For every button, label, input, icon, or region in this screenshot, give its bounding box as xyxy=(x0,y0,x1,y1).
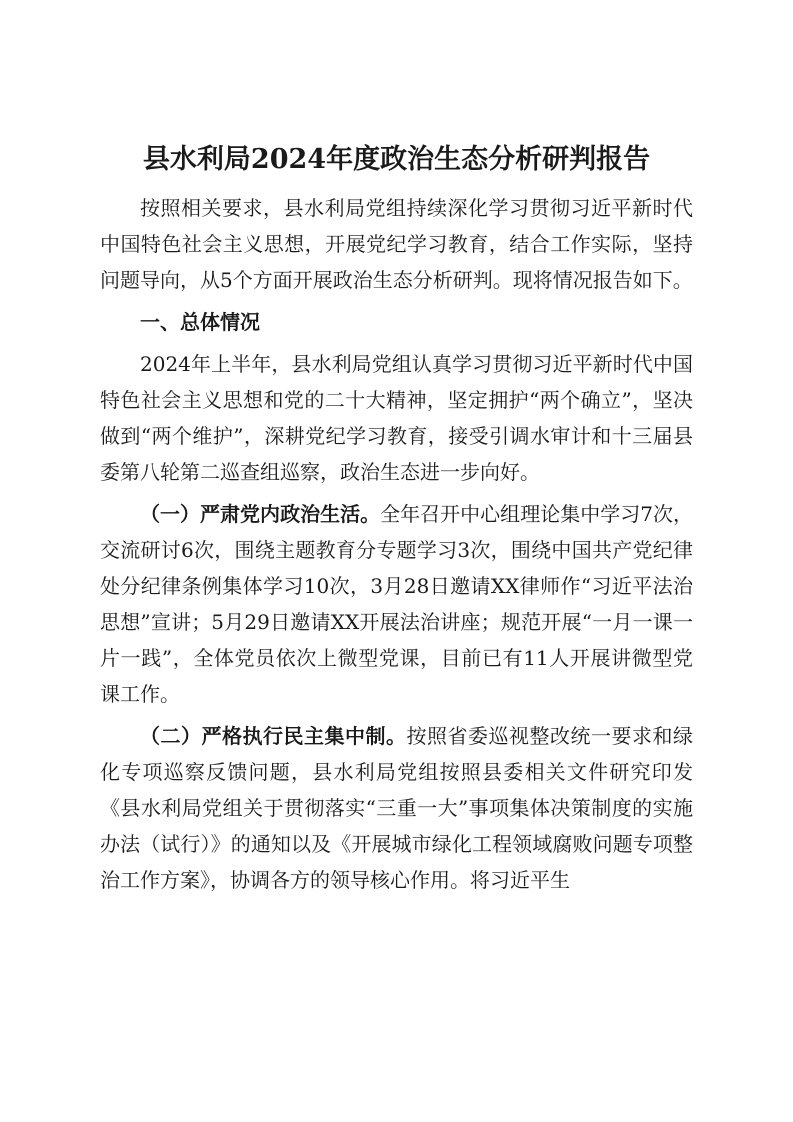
item-paragraph-democratic-centralism xyxy=(100,718,693,898)
overall-paragraph: 2024年上半年，县水利局党组认真学习贯彻习近平新时代中国特色社会主义思想和党的二十大精神，坚定拥护“两个确立”，坚决做到“两个维护”，深耕党纪学习教育，接受引调水审计和十三届县委第八轮第二巡查组巡察，政治生态进一步向好。 xyxy=(100,352,693,484)
item-paragraph-political-life xyxy=(100,496,693,712)
document-title: 县水利局2024年度政治生态分析研判报告 xyxy=(142,144,651,175)
item-body-democratic-centralism: 按照省委巡视整改统一要求和绿化专项巡察反馈问题，县水利局党组按照县委相关文件研究印发《县水利局党组关于贯彻落实“三重一大”事项集体决策制度的实施办法（试行）》的通知以及《开展城市绿化工程领域腐败问题专项整治工作方案》，协调各方的领导核心作用。将习近平生 xyxy=(100,724,693,892)
intro-paragraph: 按照相关要求，县水利局党组持续深化学习贯彻习近平新时代中国特色社会主义思想，开展党纪学习教育，结合工作实际，坚持问题导向，从5个方面开展政治生态分析研判。现将情况报告如下。 xyxy=(100,196,693,292)
section-heading-overall: 一、总体情况 xyxy=(140,310,260,334)
item-lead-political-life: （一）严肃党内政治生活。 xyxy=(140,502,381,526)
item-body-political-life: 全年召开中心组理论集中学习7次，交流研讨6次，围绕主题教育分专题学习3次，围绕中国共产党纪律处分纪律条例集体学习10次，3月28日邀请XX律师作“习近平法治思想”宣讲；5月29日邀请XX开展法治讲座；规范开展“一月一课一片一践”，全体党员依次上微型党课，目前已有11人开展讲微型党课工作。 xyxy=(100,502,693,706)
item-lead-democratic-centralism: （二）严格执行民主集中制。 xyxy=(140,724,407,748)
